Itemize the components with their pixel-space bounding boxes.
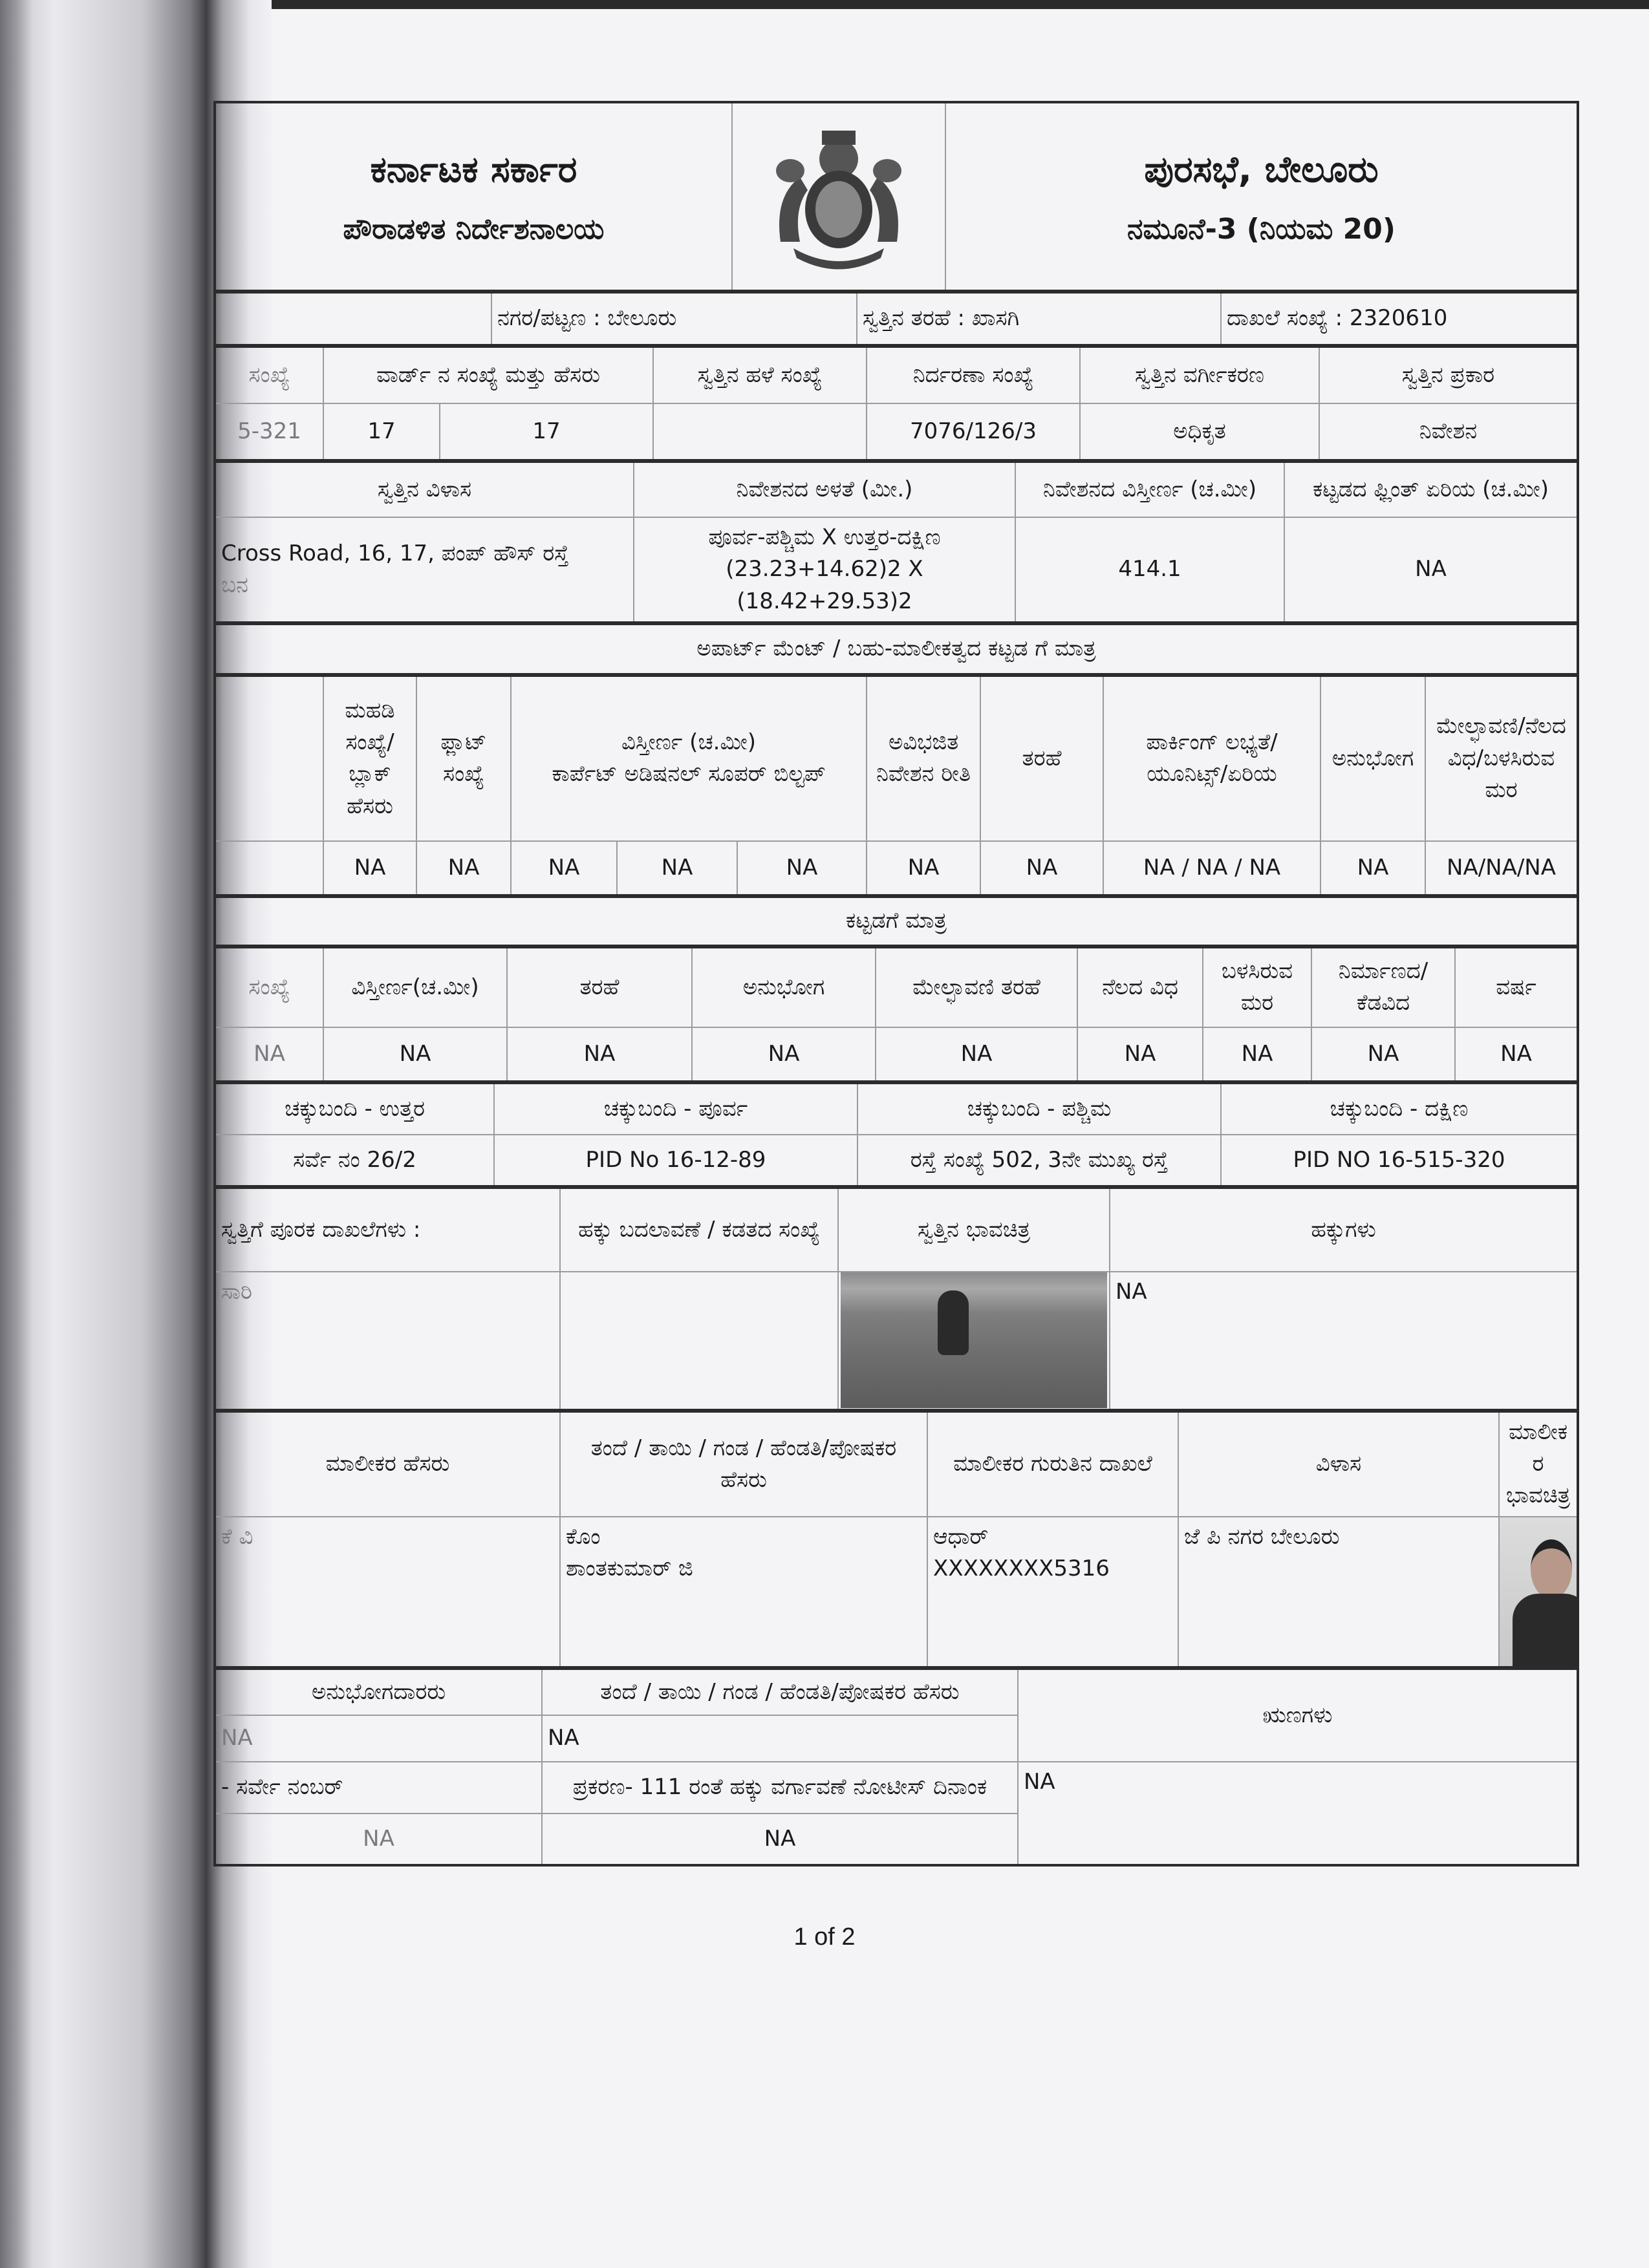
boundary-header-south: ಚಕ್ಕುಬಂದಿ - ದಕ್ಷಿಣ — [1221, 1083, 1578, 1135]
government-name: ಕರ್ನಾಟಕ ಸರ್ಕಾರ — [370, 148, 577, 191]
ward-header-kind: ಸ್ವತ್ತಿನ ಪ್ರಕಾರ — [1319, 347, 1578, 403]
apartment-header-area-sub: ಕಾರ್ಪೆಟ್ ಅಡಿಷನಲ್ ಸೂಪರ್ ಬಿಲ್ಟಪ್ — [552, 761, 826, 787]
owner-id-number: XXXXXXXX5316 — [933, 1556, 1110, 1582]
summary-row — [213, 291, 1579, 347]
building-cell: NA — [1311, 1027, 1455, 1082]
transfer-value — [560, 1272, 838, 1410]
building-cell: NA — [507, 1027, 692, 1082]
apartment-cell: NA — [511, 841, 617, 895]
site-area: 414.1 — [1015, 517, 1284, 623]
apartment-blank-cell — [215, 841, 323, 895]
building-cell: NA — [215, 1027, 323, 1082]
building-cell: NA — [1455, 1027, 1578, 1082]
rights-header: ಹಕ್ಕುಗಳು — [1110, 1188, 1578, 1272]
survey-number-value: NA — [215, 1813, 542, 1865]
apartment-header-undivided: ಅವಿಭಜಿತ ನಿವೇಶನ ರೀತಿ — [867, 676, 980, 841]
record-number-field: ದಾಖಲೆ ಸಂಖ್ಯೆ : 2320610 — [1221, 292, 1578, 345]
owner-relation-name: ಶಾಂತಕುಮಾರ್ ಜಿ — [566, 1556, 693, 1582]
ward-cell: ನಿವೇಶನ — [1319, 403, 1578, 460]
survey-number-header: - ಸರ್ವೇ ನಂಬರ್ — [215, 1762, 542, 1813]
occupants-debts-table — [213, 1667, 1579, 1867]
building-section-title: ಕಟ್ಟಡಗೆ ಮಾತ್ರ — [215, 897, 1578, 946]
apartment-header-flat: ಫ್ಲಾಟ್ ಸಂಖ್ಯೆ — [416, 676, 511, 841]
documents-table — [213, 1186, 1579, 1411]
owner-header-relation: ತಂದೆ / ತಾಯಿ / ಗಂಡ / ಹೆಂಡತಿ/ಪೋಷಕರ ಹೆಸರು — [560, 1411, 927, 1517]
owner-header-address: ವಿಳಾಸ — [1178, 1411, 1499, 1517]
site-table — [213, 460, 1579, 624]
occupants-header: ಅನುಭೋಗದಾರರು — [215, 1669, 542, 1715]
site-header-plinth: ಕಟ್ಟಡದ ಫ್ಲಿಂತ್ ಏರಿಯ (ಚ.ಮೀ) — [1284, 462, 1578, 517]
building-header: ಬಳಸಿರುವ ಮರ — [1203, 947, 1311, 1027]
apartment-cell: NA — [737, 841, 867, 895]
form-title: ನಮೂನೆ-3 (ನಿಯಮ 20) — [1127, 212, 1396, 246]
building-header: ನಿರ್ಮಾಣದ/ ಕೆಡವಿದ — [1311, 947, 1455, 1027]
ward-table — [213, 345, 1579, 462]
site-dimensions-label: ಪೂರ್ವ-ಪಶ್ಚಿಮ X ಉತ್ತರ-ದಕ್ಷಿಣ — [708, 524, 941, 550]
page-number: 1 of 2 — [793, 1923, 856, 1951]
occupants-relation-value: NA — [542, 1715, 1018, 1762]
apartment-cell: NA — [617, 841, 737, 895]
debts-value: NA — [1018, 1762, 1578, 1865]
apartment-cell: NA — [416, 841, 511, 895]
apartment-table — [213, 674, 1579, 897]
ward-cell: ಅಧಿಕೃತ — [1080, 403, 1319, 460]
ward-header-assessment: ನಿರ್ದರಣಾ ಸಂಖ್ಯೆ — [867, 347, 1080, 403]
boundary-west: ರಸ್ತೆ ಸಂಖ್ಯೆ 502, 3ನೇ ಮುಖ್ಯ ರಸ್ತೆ — [857, 1135, 1221, 1186]
municipality-name: ಪುರಸಭೆ, ಬೇಲೂರು — [1144, 148, 1379, 191]
summary-col0 — [215, 292, 491, 345]
town-field: ನಗರ/ಪಟ್ಟಣ : ಬೇಲೂರು — [491, 292, 857, 345]
docs-value: ಸಾರಿ — [215, 1272, 560, 1410]
directorate-name: ಪೌರಾಡಳಿತ ನಿರ್ದೇಶನಾಲಯ — [343, 212, 605, 246]
building-header: ಮೇಲ್ಛಾವಣಿ ತರಹೆ — [876, 947, 1077, 1027]
boundary-south: PID NO 16-515-320 — [1221, 1135, 1578, 1186]
building-header: ವರ್ಷ — [1455, 947, 1578, 1027]
apartment-header-area: ವಿಸ್ತೀರ್ಣ (ಚ.ಮೀ) — [621, 729, 757, 756]
occupants-value: NA — [215, 1715, 542, 1762]
docs-header: ಸ್ವತ್ತಿಗೆ ಪೂರಕ ದಾಖಲೆಗಳು : — [215, 1188, 560, 1272]
site-address: Cross Road, 16, 17, ಪಂಪ್ ಹೌಸ್ ರಸ್ತೆ — [221, 540, 569, 566]
property-type-field: ಸ್ವತ್ತಿನ ತರಹೆ : ಖಾಸಗಿ — [857, 292, 1221, 345]
building-cell: NA — [323, 1027, 507, 1082]
boundary-north: ಸರ್ವೆ ನಂ 26/2 — [215, 1135, 494, 1186]
boundaries-table — [213, 1082, 1579, 1188]
building-cell: NA — [876, 1027, 1077, 1082]
boundary-east: PID No 16-12-89 — [494, 1135, 857, 1186]
ward-cell: 5-321 — [215, 403, 323, 460]
apartment-header-usage: ಅನುಭೋಗ — [1320, 676, 1425, 841]
transfer-header: ಹಕ್ಕು ಬದಲಾವಣೆ / ಕಡತದ ಸಂಖ್ಯೆ — [560, 1188, 838, 1272]
ward-header-name: ವಾರ್ಡ್ ನ ಸಂಖ್ಯೆ ಮತ್ತು ಹೆಸರು — [323, 347, 653, 403]
owner-header-name: ಮಾಲೀಕರ ಹೆಸರು — [215, 1411, 560, 1517]
boundary-header-east: ಚಕ್ಕುಬಂದಿ - ಪೂರ್ವ — [494, 1083, 857, 1135]
site-address-line2: ಬನ — [221, 572, 248, 598]
building-cell: NA — [1077, 1027, 1203, 1082]
building-cell: NA — [692, 1027, 876, 1082]
apartment-header-type: ತರಹೆ — [980, 676, 1103, 841]
building-header: ವಿಸ್ತೀರ್ಣ(ಚ.ಮೀ) — [323, 947, 507, 1027]
property-record-form — [213, 102, 1579, 1867]
apartment-cell: NA — [980, 841, 1103, 895]
site-header-dimensions: ನಿವೇಶನದ ಅಳತೆ (ಮೀ.) — [634, 462, 1015, 517]
owner-table — [213, 1410, 1579, 1669]
site-dimensions-value: (23.23+14.62)2 X (18.42+29.53)2 — [726, 556, 923, 614]
notice-date-value: NA — [542, 1813, 1018, 1865]
building-header: ತರಹೆ — [507, 947, 692, 1027]
apartment-cell: NA/NA/NA — [1425, 841, 1578, 895]
building-header: ಸಂಖ್ಯೆ — [215, 947, 323, 1027]
building-header: ಅನುಭೋಗ — [692, 947, 876, 1027]
state-emblem — [755, 119, 923, 274]
ward-cell — [653, 403, 867, 460]
debts-header: ಋಣಗಳು — [1018, 1669, 1578, 1762]
property-photo — [841, 1272, 1107, 1408]
form-header — [213, 101, 1579, 292]
ward-cell: 17 — [440, 403, 653, 460]
apartment-blank-header — [215, 676, 323, 841]
notice-date-header: ಪ್ರಕರಣ- 111 ರಂತೆ ಹಕ್ಕು ವರ್ಗಾವಣೆ ನೋಟೀಸ್ ದಿನಾಂಕ — [542, 1762, 1018, 1813]
occupants-relation-header: ತಂದೆ / ತಾಯಿ / ಗಂಡ / ಹೆಂಡತಿ/ಪೋಷಕರ ಹೆಸರು — [542, 1669, 1018, 1715]
owner-id-type: ಆಧಾರ್ — [933, 1523, 989, 1550]
building-cell: NA — [1203, 1027, 1311, 1082]
owner-photo — [1500, 1517, 1578, 1666]
owner-name: ಕೆ ವಿ — [215, 1517, 560, 1667]
building-table — [213, 946, 1579, 1083]
site-header-address: ಸ್ವತ್ತಿನ ವಿಳಾಸ — [215, 462, 634, 517]
ward-header-classification: ಸ್ವತ್ತಿನ ವರ್ಗೀಕರಣ — [1080, 347, 1319, 403]
rights-value: NA — [1110, 1272, 1578, 1410]
ward-cell: 7076/126/3 — [867, 403, 1080, 460]
owner-header-id: ಮಾಲೀಕರ ಗುರುತಿನ ದಾಖಲೆ — [927, 1411, 1178, 1517]
site-plinth: NA — [1284, 517, 1578, 623]
apartment-header-floor: ಮಹಡಿ ಸಂಖ್ಯೆ/ಬ್ಲಾಕ್ ಹೆಸರು — [323, 676, 416, 841]
apartment-cell: NA / NA / NA — [1103, 841, 1320, 895]
owner-relation-label: ಕೊಂ — [566, 1523, 601, 1550]
apartment-section-title: ಅಪಾರ್ಟ್ ಮೆಂಟ್ / ಬಹು-ಮಾಲೀಕತ್ವದ ಕಟ್ಟಡ ಗೆ ಮಾತ್ರ — [215, 624, 1578, 674]
owner-address: ಜೆ ಪಿ ನಗರ ಬೇಲೂರು — [1178, 1517, 1499, 1667]
property-photo-header: ಸ್ವತ್ತಿನ ಭಾವಚಿತ್ರ — [838, 1188, 1110, 1272]
apartment-header-roof: ಮೇಲ್ಛಾವಣಿ/ನೆಲದ ವಿಧ/ಬಳಸಿರುವ ಮರ — [1425, 676, 1578, 841]
building-header: ನೆಲದ ವಿಧ — [1077, 947, 1203, 1027]
site-header-area: ನಿವೇಶನದ ವಿಸ್ತೀರ್ಣ (ಚ.ಮೀ) — [1015, 462, 1284, 517]
apartment-header-parking: ಪಾರ್ಕಿಂಗ್ ಲಭ್ಯತೆ/ಯೂನಿಟ್ಸ್/ಏರಿಯ — [1103, 676, 1320, 841]
ward-header-old-number: ಸ್ವತ್ತಿನ ಹಳೆ ಸಂಖ್ಯೆ — [653, 347, 867, 403]
apartment-cell: NA — [323, 841, 416, 895]
owner-header-photo: ಮಾಲೀಕರ ಭಾವಚಿತ್ರ — [1499, 1411, 1578, 1517]
apartment-title — [213, 623, 1579, 676]
boundary-header-north: ಚಕ್ಕುಬಂದಿ - ಉತ್ತರ — [215, 1083, 494, 1135]
apartment-cell: NA — [1320, 841, 1425, 895]
apartment-cell: NA — [867, 841, 980, 895]
ward-cell: 17 — [323, 403, 440, 460]
boundary-header-west: ಚಕ್ಕುಬಂದಿ - ಪಶ್ಚಿಮ — [857, 1083, 1221, 1135]
ward-header-number: ಸಂಖ್ಯೆ — [215, 347, 323, 403]
building-title — [213, 895, 1579, 947]
